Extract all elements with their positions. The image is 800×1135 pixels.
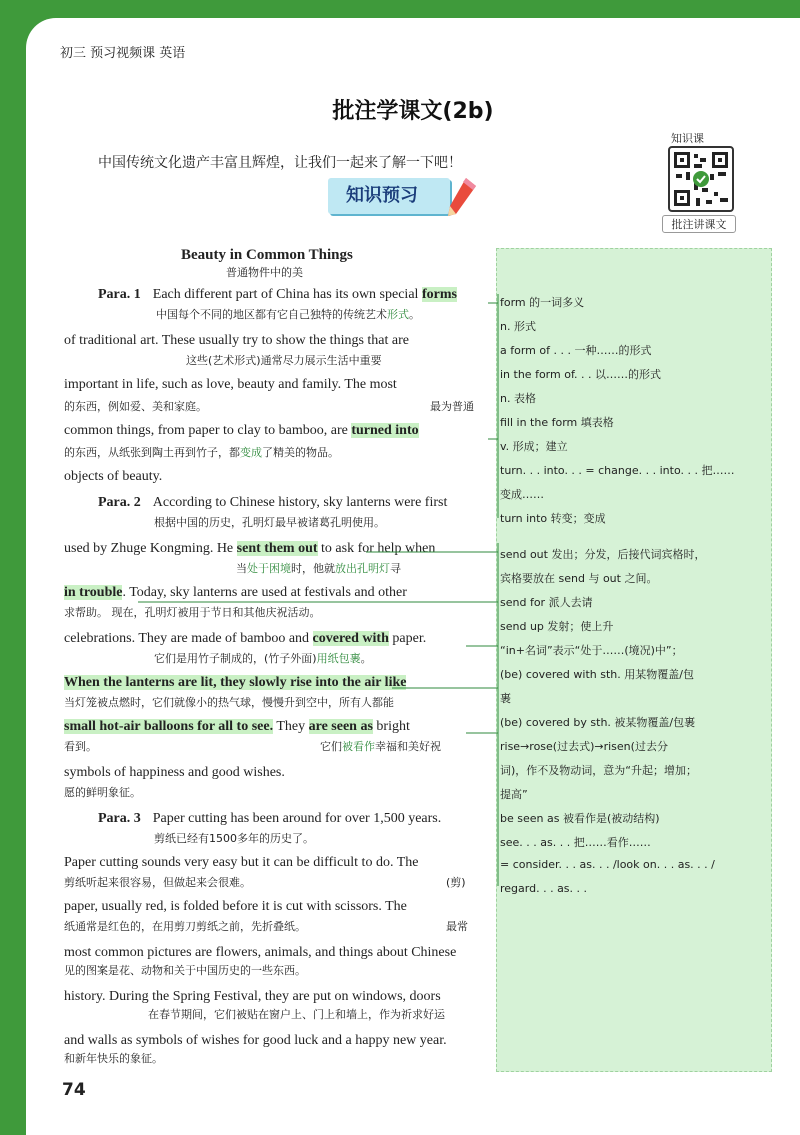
translation-segment: 在春节期间，它们被贴在窗户上、门上和墙上，作为祈求好运: [148, 1008, 445, 1021]
translation-segment: 时，他就: [291, 562, 335, 575]
translation-segment: 用纸包裹: [316, 652, 361, 665]
highlighted-phrase: turned into: [351, 423, 419, 438]
intro-text: 中国传统文化遗产丰富且辉煌，让我们一起来了解一下吧！: [98, 155, 462, 171]
translation-segment: 这些(艺术形式)通常尽力展示生活中重要: [186, 354, 382, 367]
translation-segment: 它们: [320, 740, 342, 753]
text-segment: celebrations. They are made of bamboo and: [64, 631, 313, 646]
translation-segment: 的东西，例如爱、美和家庭。: [64, 400, 207, 413]
text-segment: Paper cutting sounds very easy but it can be difficult to do. The: [64, 855, 419, 870]
translation-segment: 看到。: [64, 740, 97, 753]
note-line: regard. . . as. . .: [500, 882, 588, 895]
highlighted-phrase: are seen as: [308, 719, 373, 734]
note-line: 提高”: [500, 788, 528, 801]
text-segment: paper.: [388, 631, 427, 646]
note-line: “in+名词”表示“处于……(境况)中”；: [500, 644, 683, 657]
text-segment: most common pictures are flowers, animals, and things about Chinese: [64, 945, 457, 960]
translation-segment: 当灯笼被点燃时，它们就像小的热气球，慢慢升到空中，所有人都能: [64, 696, 394, 709]
page-number: 74: [62, 1080, 86, 1100]
note-line: send for 派人去请: [500, 596, 593, 609]
text-segment: history. During the Spring Festival, they are put on windows, doors: [64, 989, 441, 1004]
paragraph-number: Para. 3: [98, 811, 141, 826]
text-segment: and walls as symbols of wishes for good luck and a happy new year.: [64, 1033, 447, 1048]
highlighted-phrase: covered with: [312, 631, 389, 646]
translation-segment: 处于困境: [247, 562, 291, 575]
text-segment: symbols of happiness and good wishes.: [64, 765, 285, 780]
translation-segment: 幸福和美好祝: [375, 740, 441, 753]
highlighted-phrase: forms: [421, 287, 457, 302]
translation-segment: 当: [236, 562, 247, 575]
translation-segment: 中国每个不同的地区都有它自己独特的传统艺术: [156, 308, 387, 321]
section-badge: 知识预习: [328, 178, 450, 214]
text-segment: objects of beauty.: [64, 469, 163, 484]
header-label: 初三 预习视频课 英语: [60, 46, 186, 61]
highlighted-phrase: in trouble: [64, 585, 123, 600]
text-segment: to ask for help when: [317, 541, 436, 556]
translation-segment: 剪纸已经有1500多年的历史了。: [154, 832, 314, 845]
text-segment: They: [273, 719, 309, 734]
translation-segment: 的东西，从纸张到陶土再到竹子，都: [64, 446, 240, 459]
text-segment: Paper cutting has been around for over 1,500 years.: [152, 811, 442, 826]
note-line: turn. . . into. . . = change. . . into. . . 把……: [500, 464, 735, 477]
note-line: 词)，作不及物动词，意为“升起；增加；: [500, 764, 697, 777]
note-line: rise→rose(过去式)→risen(过去分: [500, 740, 668, 753]
connector-lines: [26, 18, 800, 1135]
translation-segment: 最常: [446, 920, 468, 933]
text-segment: bright: [372, 719, 410, 734]
text-segment: common things, from paper to clay to bamboo, are: [64, 423, 352, 438]
translation-segment: 见的图案是花、动物和关于中国历史的一些东西。: [64, 964, 306, 977]
translation-segment: 变成: [240, 446, 262, 459]
highlighted-phrase: small hot-air balloons for all to see.: [64, 719, 274, 734]
note-line: = consider. . . as. . . /look on. . . as. . . /: [500, 858, 715, 871]
note-line: in the form of. . . 以……的形式: [500, 368, 661, 381]
note-line: send up 发射；使上升: [500, 620, 614, 633]
note-line: 裹: [500, 692, 511, 705]
article-title-zh: 普通物件中的美: [226, 266, 303, 279]
translation-segment: 和新年快乐的象征。: [64, 1052, 163, 1065]
note-line: n. 表格: [500, 392, 536, 405]
translation-segment: 愿的鲜明象征。: [64, 786, 141, 799]
text-segment: paper, usually red, is folded before it is cut with scissors. The: [64, 899, 407, 914]
highlighted-phrase: sent them out: [236, 541, 318, 556]
paragraph-number: Para. 2: [98, 495, 141, 510]
note-line: v. 形成；建立: [500, 440, 568, 453]
qr-bottom-label: 批注讲课文: [662, 215, 736, 233]
translation-segment: 。: [409, 308, 420, 321]
highlighted-phrase: When the lanterns are lit, they slowly rise into the air like: [64, 675, 407, 690]
note-line: be seen as 被看作是(被动结构): [500, 812, 660, 825]
translation-segment: 了精美的物品。: [262, 446, 339, 459]
translation-segment: 它们是用竹子制成的，(竹子外面): [154, 652, 317, 665]
translation-segment: 求帮助。 现在，孔明灯被用于节日和其他庆祝活动。: [64, 606, 321, 619]
text-segment: of traditional art. These usually try to show the things that are: [64, 333, 409, 348]
translation-segment: 。: [360, 652, 372, 665]
translation-segment: (剪): [446, 876, 466, 889]
text-segment: According to Chinese history, sky lanterns were first: [152, 495, 448, 510]
translation-segment: 放出孔明灯: [335, 562, 390, 575]
note-line: (be) covered with sth. 用某物覆盖/包: [500, 668, 694, 681]
page-title: 批注学课文(2b): [332, 99, 494, 124]
note-line: 变成……: [500, 488, 544, 501]
note-line: fill in the form 填表格: [500, 416, 614, 429]
translation-segment: 纸通常是红色的，在用剪刀剪纸之前，先折叠纸。: [64, 920, 306, 933]
paragraph-number: Para. 1: [98, 287, 141, 302]
text-segment: Each different part of China has its own special: [152, 287, 422, 302]
text-segment: important in life, such as love, beauty and family. The most: [64, 377, 397, 392]
text-segment: used by Zhuge Kongming. He: [64, 541, 237, 556]
article-title-en: Beauty in Common Things: [181, 247, 353, 263]
translation-segment: 最为普通: [430, 400, 474, 413]
translation-segment: 根据中国的历史，孔明灯最早被诸葛孔明使用。: [154, 516, 385, 529]
note-line: n. 形式: [500, 320, 536, 333]
note-line: 宾格要放在 send 与 out 之间。: [500, 572, 658, 585]
note-line: see. . . as. . . 把……看作……: [500, 836, 651, 849]
note-line: (be) covered by sth. 被某物覆盖/包裹: [500, 716, 696, 729]
text-segment: . Today, sky lanterns are used at festivals and other: [122, 585, 407, 600]
qr-top-label: 知识课: [668, 130, 707, 146]
page: [26, 18, 800, 1135]
translation-segment: 寻: [390, 562, 401, 575]
note-line: form 的一词多义: [500, 296, 585, 309]
note-line: a form of . . . 一种……的形式: [500, 344, 652, 357]
translation-segment: 剪纸听起来很容易，但做起来会很难。: [64, 876, 251, 889]
translation-segment: 被看作: [342, 740, 375, 753]
note-line: send out 发出；分发，后接代词宾格时，: [500, 548, 706, 561]
translation-segment: 形式: [387, 308, 409, 321]
note-line: turn into 转变；变成: [500, 512, 606, 525]
